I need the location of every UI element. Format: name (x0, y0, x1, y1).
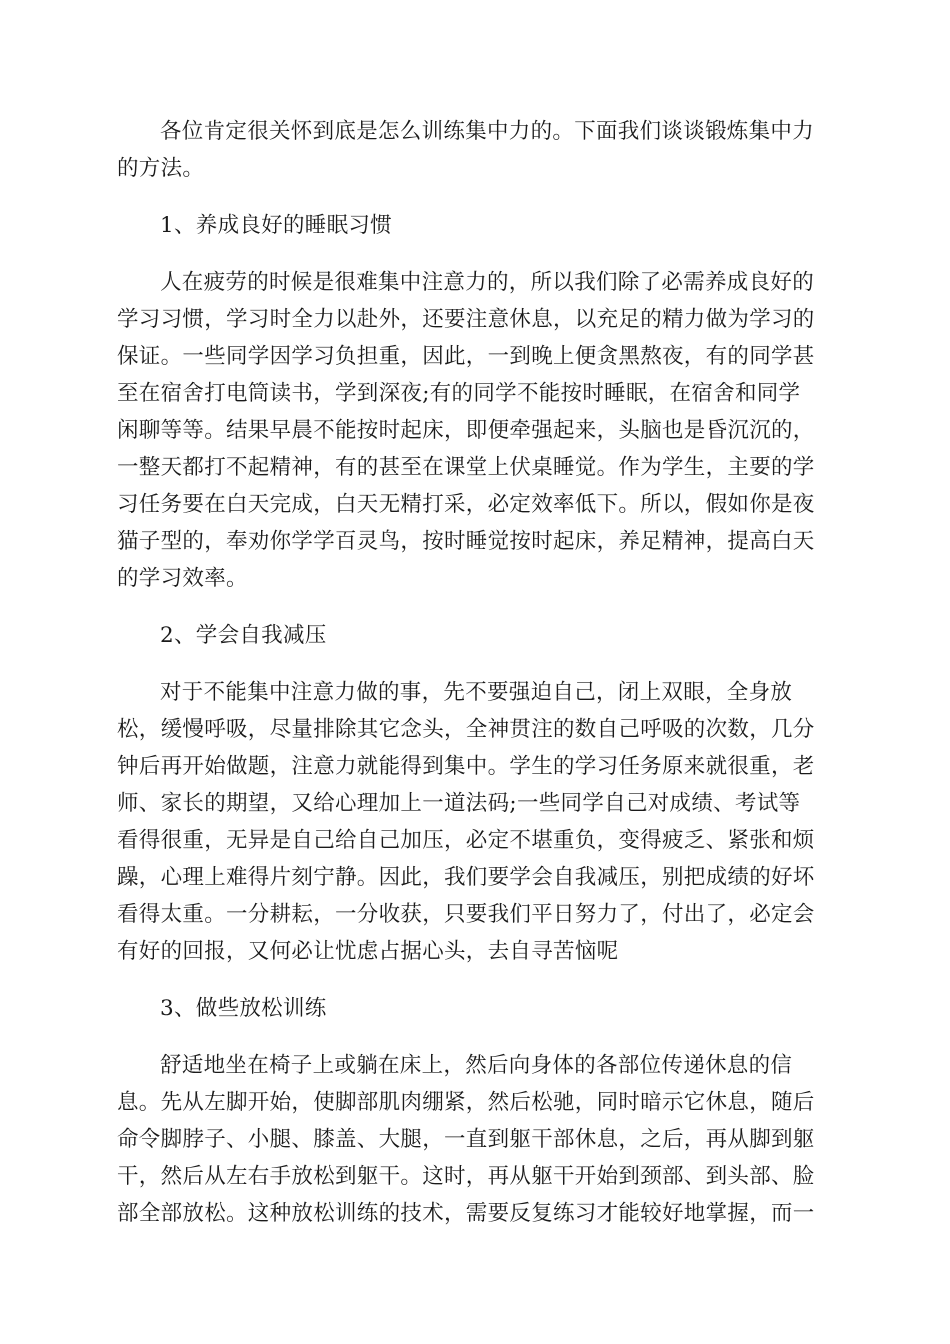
section-3-heading: 3、做些放松训练 (160, 996, 327, 1021)
section-2-heading: 2、学会自我减压 (160, 623, 327, 648)
section-1-heading: 1、养成良好的睡眠习惯 (160, 213, 392, 238)
section-2-paragraph: 对于不能集中注意力做的事，先不要强迫自己，闭上双眼，全身放 松，缓慢呼吸，尽量排除其它念头，全神贯注的数自己呼吸的次数，几分 钟后再开始做题，注意力就能得到集中。学生的学习任务原来就很重，老 师、家长的期望，又给心理加上一道法码;一些同学自己对成绩、考试等 看得很重，无异是自己给自己加压，必定不堪重负，变得疲乏、紧张和烦 躁，心理上难得片刻宁静。因此，我们要学会自我减压，别把成绩的好坏 看得太重。一分耕耘，一分收获，只要我们平日努力了，付出了，必定会 有好的回报，又何必让忧虑占据心头，去自寻苦恼呢 (117, 680, 815, 964)
document-page (117, 113, 831, 1252)
intro-paragraph: 各位肯定很关怀到底是怎么训练集中力的。下面我们谈谈锻炼集中力 的方法。 (117, 119, 815, 181)
section-3-paragraph: 舒适地坐在椅子上或躺在床上，然后向身体的各部位传递休息的信 息。先从左脚开始，使脚部肌肉绷紧，然后松驰，同时暗示它休息，随后 命令脚脖子、小腿、膝盖、大腿，一直到躯干部休息，之后，再从脚到躯 干，然后从左右手放松到躯干。这时，再从躯干开始到颈部、到头部、脸 部全部放松。这种放松训练的技术，需要反复练习才能较好地掌握，而一 (117, 1053, 815, 1226)
section-1-paragraph: 人在疲劳的时候是很难集中注意力的，所以我们除了必需养成良好的 学习习惯，学习时全力以赴外，还要注意休息，以充足的精力做为学习的 保证。一些同学因学习负担重，因此，一到晚上便贪黑熬夜，有的同学甚 至在宿舍打电筒读书，学到深夜;有的同学不能按时睡眠，在宿舍和同学 闲聊等等。结果早晨不能按时起床，即便牵强起来，头脑也是昏沉沉的， 一整天都打不起精神，有的甚至在课堂上伏桌睡觉。作为学生，主要的学 习任务要在白天完成，白天无精打采，必定效率低下。所以，假如你是夜 猫子型的，奉劝你学学百灵鸟，按时睡觉按时起床，养足精神，提高白天 的学习效率。 (117, 270, 815, 591)
